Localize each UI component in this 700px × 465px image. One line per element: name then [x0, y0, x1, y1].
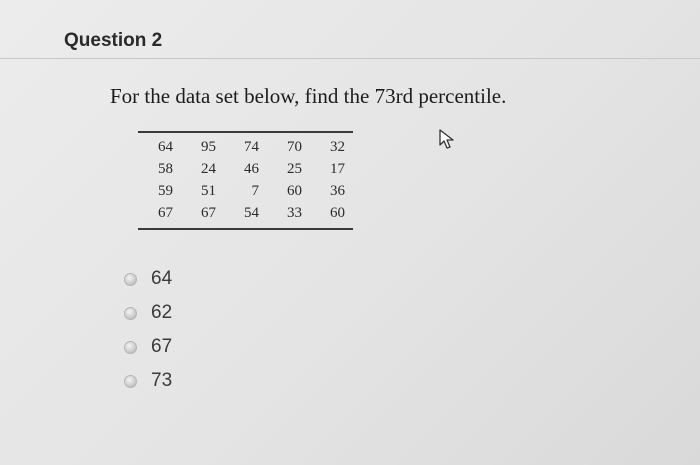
table-row	[138, 181, 353, 203]
answer-option-label: 67	[151, 336, 173, 357]
answer-option-label: 62	[151, 302, 173, 323]
table-cell: 70	[287, 139, 302, 155]
table-cell: 24	[201, 161, 216, 177]
table-cell: 51	[201, 183, 216, 199]
table-cell: 58	[158, 161, 173, 177]
answer-option-3[interactable]	[124, 330, 172, 364]
table-cell: 60	[330, 205, 345, 221]
radio-button-icon[interactable]	[124, 307, 137, 320]
answer-option-1[interactable]	[124, 262, 172, 296]
table-cell: 60	[287, 183, 302, 199]
table-row	[138, 137, 353, 159]
radio-button-icon[interactable]	[124, 341, 137, 354]
table-cell: 7	[251, 183, 259, 199]
table-cell: 59	[158, 183, 173, 199]
answer-option-4[interactable]	[124, 364, 172, 398]
table-cell: 33	[287, 205, 302, 221]
question-title: Question 2	[64, 30, 163, 51]
table-row	[138, 159, 353, 181]
table-cell: 67	[158, 205, 173, 221]
table-cell: 17	[330, 161, 345, 177]
question-header	[0, 20, 700, 62]
table-cell: 74	[244, 139, 259, 155]
header-divider	[0, 58, 700, 59]
table-cell: 36	[330, 183, 345, 199]
data-table	[138, 137, 353, 225]
table-cell: 67	[201, 205, 216, 221]
answer-option-label: 73	[151, 370, 173, 391]
data-set-table	[138, 131, 353, 230]
table-cell: 46	[244, 161, 259, 177]
table-cell: 64	[158, 139, 173, 155]
mouse-pointer-icon	[437, 128, 457, 150]
answer-options	[124, 262, 172, 398]
radio-button-icon[interactable]	[124, 375, 137, 388]
answer-option-label: 64	[151, 268, 173, 289]
table-cell: 54	[244, 205, 259, 221]
table-cell: 32	[330, 139, 345, 155]
table-cell: 95	[201, 139, 216, 155]
answer-option-2[interactable]	[124, 296, 172, 330]
question-prompt: For the data set below, find the 73rd percentile.	[110, 84, 507, 108]
radio-button-icon[interactable]	[124, 273, 137, 286]
table-cell: 25	[287, 161, 302, 177]
table-row	[138, 203, 353, 225]
